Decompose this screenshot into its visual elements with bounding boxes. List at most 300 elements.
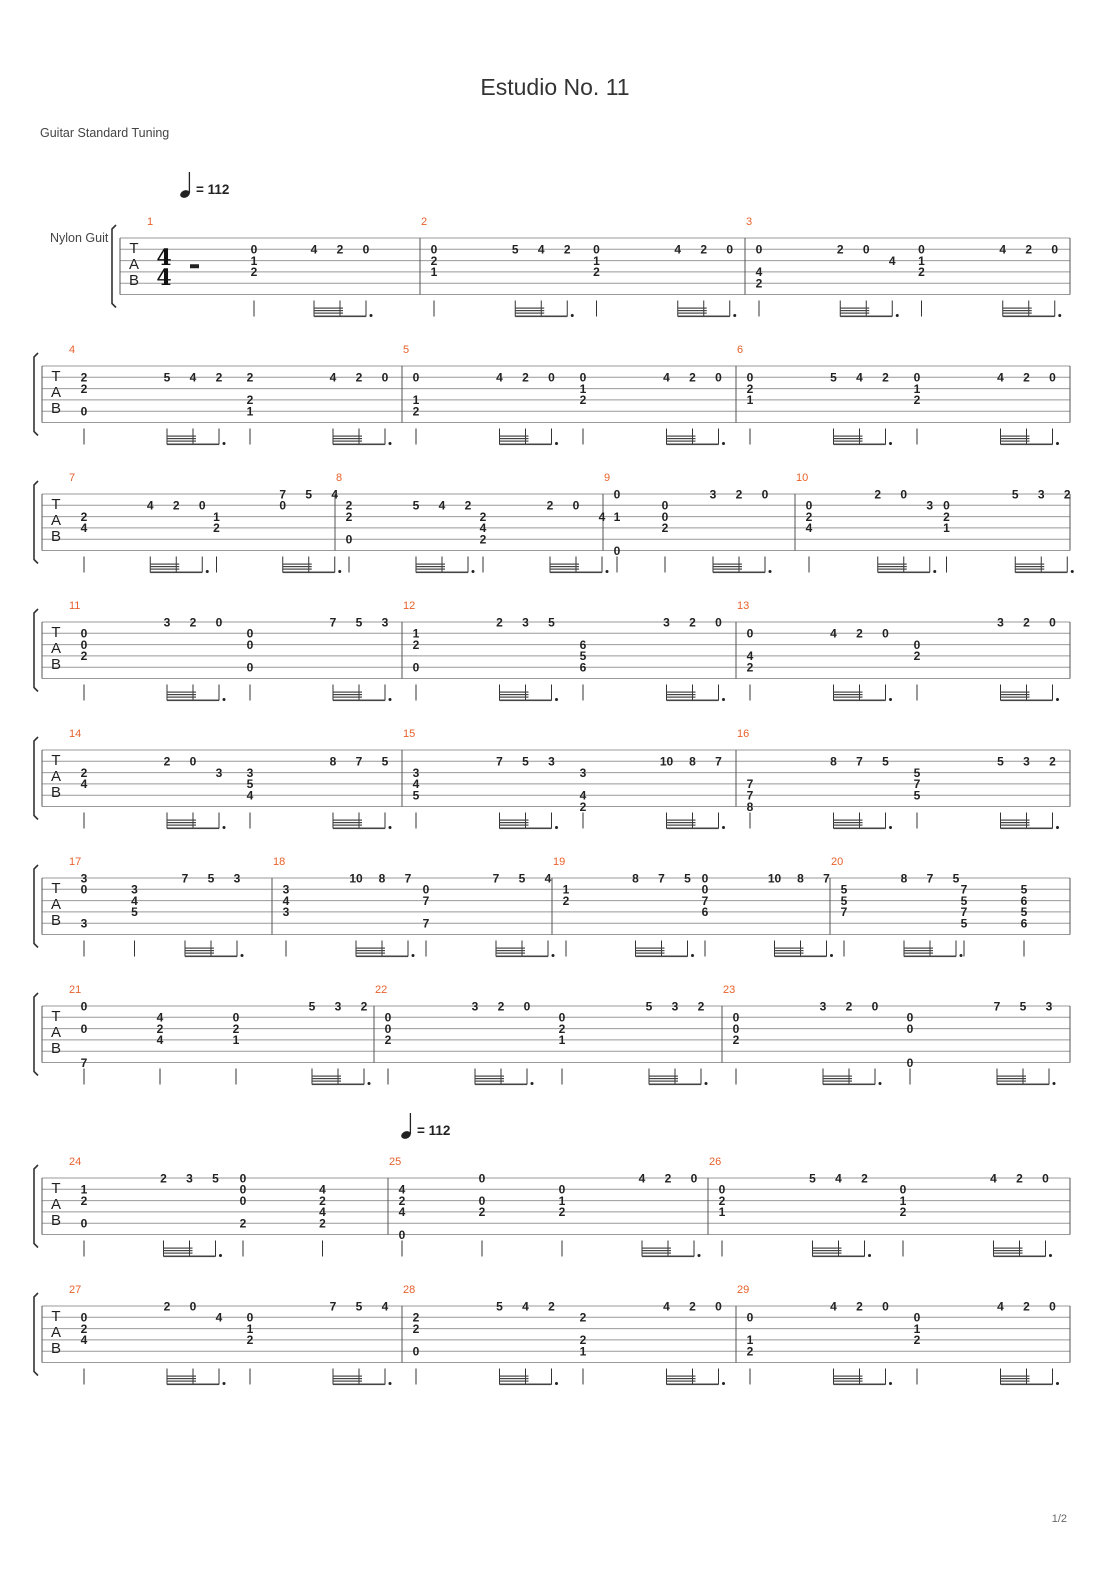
fret-number: 4 (398, 1205, 406, 1220)
measure-number: 24 (69, 1156, 82, 1168)
fret-number: 0 (579, 370, 587, 385)
fret-number: 2 (861, 1171, 868, 1186)
fret-number: 7 (181, 871, 189, 886)
tab-system (34, 856, 1070, 957)
fret-number: 2 (1023, 1299, 1030, 1314)
fret-number: 4 (282, 893, 290, 908)
dot-icon (691, 954, 694, 957)
measure (389, 1156, 701, 1257)
tab-clef-letter: T (51, 496, 61, 513)
fret-number: 3 (709, 487, 717, 502)
fret-number: 2 (899, 1205, 907, 1220)
tab-system (34, 344, 1070, 445)
fret-number: 4 (398, 1182, 406, 1197)
measure-number: 8 (336, 472, 343, 484)
fret-number: 2 (156, 1021, 164, 1036)
fret-number: 2 (697, 999, 705, 1014)
fret-number: 5 (305, 487, 313, 502)
fret-number: 5 (882, 754, 889, 769)
fret-number: 0 (523, 999, 531, 1014)
fret-number: 6 (1020, 893, 1028, 908)
fret-number: 6 (579, 637, 587, 652)
measure (69, 472, 341, 573)
fret-number: 4 (496, 370, 503, 385)
fret-number: 2 (755, 276, 763, 291)
fret-number: 0 (239, 1182, 247, 1197)
dot-icon (1056, 826, 1059, 829)
fret-number: 1 (558, 1033, 566, 1048)
fret-number: 0 (755, 242, 763, 257)
fret-number: 3 (246, 765, 254, 780)
fret-number: 5 (511, 242, 519, 257)
fret-number: 2 (689, 615, 696, 630)
dot-icon (960, 954, 963, 957)
fret-number: 1 (213, 509, 220, 524)
fret-number: 10 (767, 871, 782, 886)
fret-number: 0 (805, 498, 813, 513)
system-brace (34, 993, 38, 1076)
fret-number: 5 (809, 1171, 816, 1186)
measure (69, 984, 371, 1085)
fret-number: 0 (943, 498, 950, 513)
tab-clef-letter: B (50, 912, 62, 929)
fret-number: 8 (632, 871, 639, 886)
fret-number: 4 (746, 649, 754, 664)
fret-number: 4 (329, 370, 337, 385)
dot-icon (733, 314, 736, 317)
fret-number: 4 (579, 788, 587, 803)
fret-number: 7 (404, 871, 412, 886)
fret-number: 3 (663, 615, 670, 630)
fret-number: 1 (579, 381, 587, 396)
fret-number: 1 (718, 1205, 726, 1220)
fret-number: 2 (661, 521, 669, 536)
measure-number: 21 (69, 984, 82, 996)
fret-number: 1 (899, 1193, 907, 1208)
fret-number: 4 (674, 242, 682, 257)
tab-system (112, 216, 1070, 317)
page-number: 1/2 (1051, 1513, 1067, 1525)
fret-number: 0 (80, 999, 88, 1014)
fret-number: 0 (80, 404, 88, 419)
tab-clef-letter: A (50, 1324, 62, 1341)
measure-number: 9 (604, 472, 611, 484)
fret-number: 1 (593, 253, 600, 268)
fret-number: 5 (548, 615, 555, 630)
fret-number: 3 (926, 498, 934, 513)
dot-icon (1058, 314, 1061, 317)
tab-clef-letter: A (50, 1196, 62, 1213)
fret-number: 2 (163, 754, 171, 769)
fret-number: 8 (689, 754, 696, 769)
fret-number: 0 (906, 1055, 914, 1070)
fret-number: 0 (239, 1171, 247, 1186)
fret-number: 2 (746, 1344, 754, 1359)
fret-number: 0 (715, 1299, 722, 1314)
fret-number: 8 (797, 871, 804, 886)
dot-icon (389, 826, 392, 829)
fret-number: 1 (412, 626, 420, 641)
fret-number: 5 (913, 788, 921, 803)
measure-number: 27 (69, 1284, 82, 1296)
fret-number: 2 (1063, 487, 1071, 502)
fret-number: 0 (918, 242, 925, 257)
fret-number: 3 (997, 615, 1004, 630)
fret-number: 2 (664, 1171, 672, 1186)
fret-number: 0 (718, 1182, 726, 1197)
fret-number: 5 (1011, 487, 1019, 502)
half-rest-icon (190, 264, 199, 268)
fret-number: 7 (496, 754, 503, 769)
fret-number: 2 (548, 1299, 555, 1314)
measure-number: 3 (746, 216, 753, 228)
fret-number: 0 (882, 1299, 889, 1314)
fret-number: 7 (823, 871, 830, 886)
fret-number: 3 (471, 999, 479, 1014)
measure-number: 26 (709, 1156, 722, 1168)
measure-number: 28 (403, 1284, 416, 1296)
tempo-label: = 112 (417, 1123, 451, 1138)
fret-number: 2 (845, 999, 853, 1014)
fret-number: 0 (430, 242, 438, 257)
dot-icon (531, 1082, 534, 1085)
fret-number: 2 (874, 487, 882, 502)
fret-number: 0 (362, 242, 370, 257)
fret-number: 4 (156, 1010, 164, 1025)
fret-number: 7 (715, 754, 722, 769)
fret-number: 4 (319, 1205, 326, 1220)
dot-icon (879, 1082, 882, 1085)
dot-icon (889, 698, 892, 701)
fret-number: 4 (598, 509, 606, 524)
dot-icon (389, 698, 392, 701)
fret-number: 7 (746, 788, 754, 803)
system-brace (34, 1165, 38, 1248)
fret-number: 2 (746, 660, 754, 675)
fret-number: 7 (355, 754, 363, 769)
fret-number: 1 (80, 1182, 88, 1197)
fret-number: 2 (563, 242, 571, 257)
dot-icon (370, 314, 373, 317)
fret-number: 5 (1020, 882, 1028, 897)
fret-number: 4 (156, 1033, 164, 1048)
fret-number: 3 (548, 754, 555, 769)
fret-number: 0 (661, 509, 669, 524)
fret-number: 2 (319, 1216, 326, 1231)
fret-number: 0 (279, 498, 287, 513)
fret-number: 2 (80, 381, 88, 396)
fret-number: 2 (319, 1193, 326, 1208)
fret-number: 5 (579, 649, 587, 664)
dot-icon (1056, 1382, 1059, 1385)
fret-number: 0 (761, 487, 769, 502)
fret-number: 5 (308, 999, 316, 1014)
measure-number: 6 (737, 344, 744, 356)
measure-number: 1 (147, 216, 154, 228)
dot-icon (389, 442, 392, 445)
fret-number: 1 (562, 882, 570, 897)
dot-icon (223, 442, 226, 445)
fret-number: 4 (638, 1171, 646, 1186)
fret-number: 4 (80, 521, 88, 536)
fret-number: 0 (613, 543, 621, 558)
fret-number: 6 (701, 905, 709, 920)
fret-number: 5 (913, 765, 921, 780)
tab-clef-letter: B (50, 1040, 62, 1057)
fret-number: 2 (355, 370, 363, 385)
fret-number: 0 (246, 1310, 254, 1325)
system-brace (34, 865, 38, 948)
fret-number: 2 (160, 1171, 167, 1186)
fret-number: 2 (579, 799, 587, 814)
fret-number: 0 (189, 754, 197, 769)
dot-icon (1071, 570, 1074, 573)
tab-clef-letter: B (50, 1340, 62, 1357)
fret-number: 2 (836, 242, 844, 257)
fret-number: 2 (215, 370, 223, 385)
fret-number: 0 (412, 660, 420, 675)
fret-number: 4 (310, 242, 318, 257)
fret-number: 4 (544, 871, 552, 886)
measure (69, 1156, 326, 1257)
fret-number: 2 (80, 509, 88, 524)
tab-system (34, 728, 1070, 829)
fret-number: 3 (819, 999, 827, 1014)
fret-number: 4 (319, 1182, 326, 1197)
fret-number: 0 (701, 871, 709, 886)
fret-number: 3 (233, 871, 241, 886)
fret-number: 8 (329, 754, 337, 769)
fret-number: 0 (1042, 1171, 1049, 1186)
fret-number: 1 (613, 509, 621, 524)
fret-number: 2 (479, 509, 487, 524)
fret-number: 3 (215, 765, 223, 780)
fret-number: 0 (746, 1310, 754, 1325)
fret-number: 0 (246, 660, 254, 675)
dot-icon (472, 570, 475, 573)
fret-number: 7 (840, 905, 848, 920)
fret-number: 2 (746, 381, 754, 396)
dot-icon (241, 954, 244, 957)
fret-number: 2 (579, 393, 587, 408)
fret-number: 0 (732, 1021, 740, 1036)
fret-number: 3 (1023, 754, 1030, 769)
fret-number: 0 (80, 637, 88, 652)
fret-number: 2 (1049, 754, 1056, 769)
dot-icon (606, 570, 609, 573)
fret-number: 0 (913, 1310, 921, 1325)
fret-number: 3 (1037, 487, 1045, 502)
fret-number: 0 (478, 1193, 486, 1208)
measure (421, 216, 736, 317)
quarter-note-icon (400, 1113, 412, 1140)
fret-number: 5 (684, 871, 691, 886)
measure-number: 25 (389, 1156, 402, 1168)
fret-number: 0 (478, 1171, 486, 1186)
fret-number: 0 (661, 498, 669, 513)
fret-number: 4 (663, 1299, 670, 1314)
dot-icon (830, 954, 833, 957)
fret-number: 5 (412, 788, 420, 803)
fret-number: 2 (360, 999, 368, 1014)
measure-number: 18 (273, 856, 286, 868)
fret-number: 7 (926, 871, 934, 886)
fret-number: 4 (522, 1299, 529, 1314)
measure (737, 1284, 1059, 1385)
tab-clef-letter: A (50, 512, 62, 529)
fret-number: 3 (163, 615, 171, 630)
tab-clef-letter: A (50, 640, 62, 657)
fret-number: 7 (279, 487, 287, 502)
fret-number: 0 (899, 1182, 907, 1197)
fret-number: 6 (1020, 916, 1028, 931)
fret-number: 8 (378, 871, 386, 886)
fret-number: 7 (701, 893, 709, 908)
fret-number: 5 (645, 999, 653, 1014)
fret-number: 2 (1025, 242, 1033, 257)
system-brace (112, 225, 116, 308)
measure-number: 10 (796, 472, 809, 484)
measure-number: 19 (553, 856, 566, 868)
fret-number: 0 (412, 1344, 420, 1359)
fret-number: 1 (558, 1193, 566, 1208)
dot-icon (412, 954, 415, 957)
fret-number: 7 (422, 893, 430, 908)
tab-clef-letter: T (51, 1180, 61, 1197)
measure-number: 15 (403, 728, 416, 740)
fret-number: 7 (960, 905, 968, 920)
dot-icon (223, 1382, 226, 1385)
fret-number: 2 (464, 498, 472, 513)
fret-number: 0 (715, 370, 722, 385)
fret-number: 3 (412, 765, 420, 780)
measure-number: 14 (69, 728, 82, 740)
fret-number: 3 (579, 765, 587, 780)
dot-icon (555, 442, 558, 445)
fret-number: 2 (345, 498, 353, 513)
fret-number: 2 (943, 509, 950, 524)
tab-clef-letter: B (50, 400, 62, 417)
fret-number: 3 (80, 871, 88, 886)
tab-clef-letter: A (128, 256, 140, 273)
measure (604, 472, 772, 573)
dot-icon (223, 698, 226, 701)
fret-number: 2 (558, 1021, 566, 1036)
fret-number: 0 (1049, 1299, 1056, 1314)
dot-icon (1053, 1082, 1056, 1085)
fret-number: 4 (80, 777, 88, 792)
tab-clef-letter: T (51, 624, 61, 641)
dot-icon (219, 1254, 222, 1257)
fret-number: 5 (212, 1171, 219, 1186)
measure-number: 5 (403, 344, 410, 356)
fret-number: 2 (232, 1021, 240, 1036)
fret-number: 0 (690, 1171, 698, 1186)
fret-number: 0 (732, 1010, 740, 1025)
fret-number: 4 (131, 893, 138, 908)
measure-number: 20 (831, 856, 844, 868)
fret-number: 8 (830, 754, 837, 769)
fret-number: 0 (548, 370, 555, 385)
fret-number: 1 (246, 404, 254, 419)
fret-number: 2 (479, 532, 487, 547)
time-signature-bottom: 4 (156, 265, 172, 291)
fret-number: 5 (131, 905, 138, 920)
tab-clef-letter: B (50, 528, 62, 545)
fret-number: 3 (334, 999, 342, 1014)
fret-number: 5 (840, 893, 848, 908)
quarter-note-icon (179, 172, 191, 199)
fret-number: 2 (246, 1333, 254, 1348)
fret-number: 4 (990, 1171, 997, 1186)
fret-number: 4 (215, 1310, 223, 1325)
tab-system (34, 472, 1074, 573)
fret-number: 2 (80, 1321, 88, 1336)
fret-number: 2 (412, 404, 420, 419)
dot-icon (1056, 442, 1059, 445)
fret-number: 0 (746, 626, 754, 641)
fret-number: 4 (888, 253, 896, 268)
fret-number: 2 (163, 1299, 171, 1314)
fret-number: 1 (746, 393, 754, 408)
dot-icon (206, 570, 209, 573)
measure-number: 7 (69, 472, 76, 484)
dot-icon (698, 1254, 701, 1257)
fret-number: 2 (732, 1033, 740, 1048)
dot-icon (889, 442, 892, 445)
fret-number: 2 (562, 893, 570, 908)
measure (403, 1284, 725, 1385)
fret-number: 5 (163, 370, 171, 385)
fret-number: 7 (993, 999, 1001, 1014)
fret-number: 8 (746, 799, 754, 814)
fret-number: 2 (689, 370, 696, 385)
fret-number: 0 (871, 999, 879, 1014)
measure (746, 216, 1061, 317)
fret-number: 3 (671, 999, 679, 1014)
fret-number: 1 (913, 1321, 921, 1336)
fret-number: 2 (412, 1310, 420, 1325)
measure (553, 856, 833, 957)
fret-number: 3 (186, 1171, 193, 1186)
fret-number: 2 (700, 242, 708, 257)
fret-number: 4 (438, 498, 446, 513)
dot-icon (555, 698, 558, 701)
fret-number: 0 (215, 615, 223, 630)
tab-clef-letter: B (128, 272, 140, 289)
fret-number: 2 (593, 265, 600, 280)
time-signature-top: 4 (156, 245, 172, 271)
fret-number: 2 (345, 509, 353, 524)
measure-number: 23 (723, 984, 736, 996)
system-brace (34, 353, 38, 436)
tab-system (34, 1284, 1070, 1385)
fret-number: 5 (960, 916, 968, 931)
fret-number: 5 (518, 871, 526, 886)
fret-number: 0 (715, 615, 722, 630)
fret-number: 1 (246, 1321, 254, 1336)
tab-clef-letter: A (50, 384, 62, 401)
fret-number: 2 (913, 393, 921, 408)
fret-number: 0 (906, 1010, 914, 1025)
measure-number: 4 (69, 344, 76, 356)
fret-number: 2 (412, 1321, 420, 1336)
fret-number: 1 (430, 265, 438, 280)
fret-number: 0 (80, 1310, 88, 1325)
fret-number: 4 (381, 1299, 389, 1314)
measure (737, 600, 1059, 701)
tempo-label: = 112 (196, 182, 230, 197)
